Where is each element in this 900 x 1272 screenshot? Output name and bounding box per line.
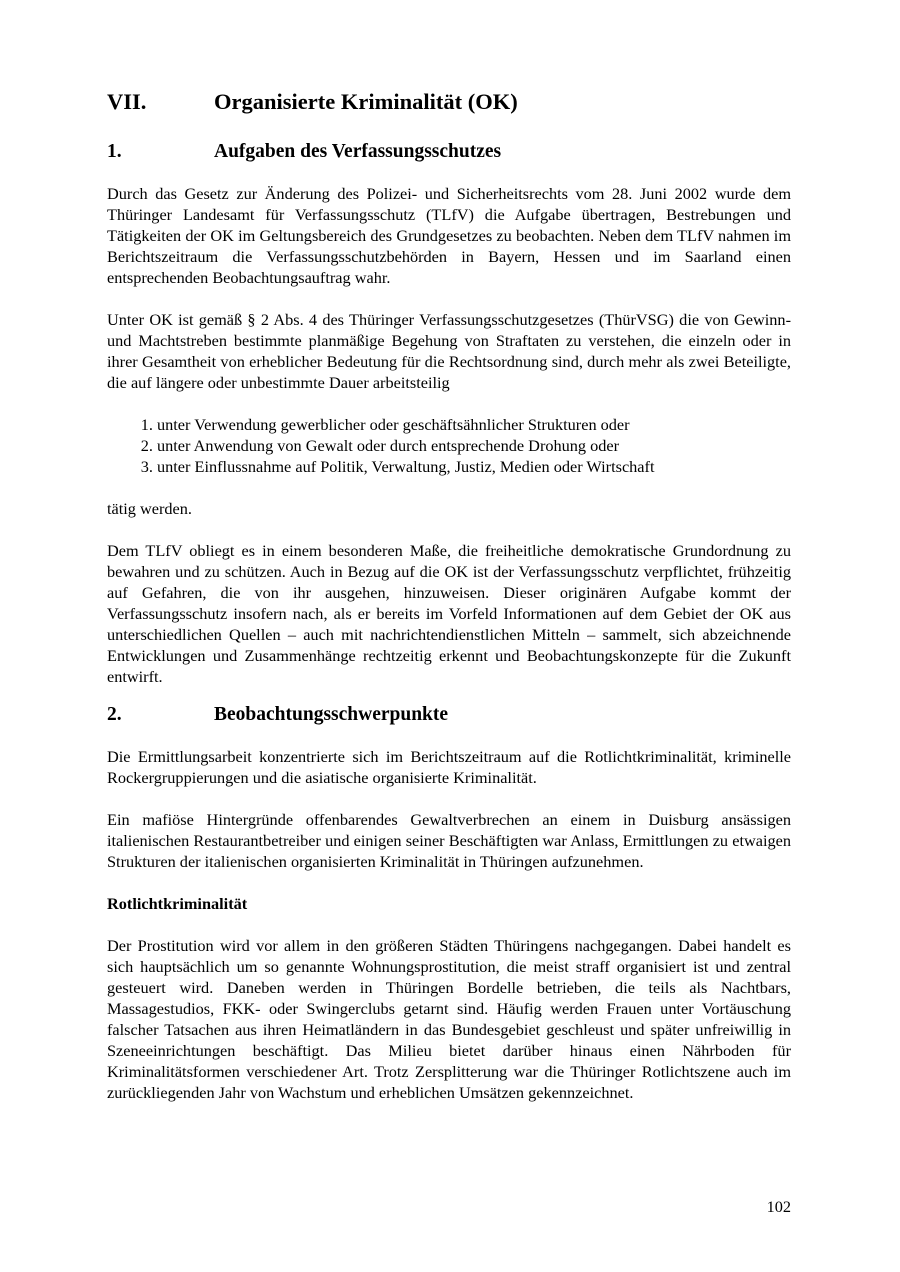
section-2-heading xyxy=(107,701,791,729)
section-2-title: Beobachtungsschwerpunkte xyxy=(214,704,449,725)
section-2-number: 2. xyxy=(107,704,122,725)
page-number: 102 xyxy=(766,1197,791,1216)
section-1-number: 1. xyxy=(107,141,122,162)
criteria-list xyxy=(107,414,791,477)
section-1-paragraph-4: Dem TLfV obliegt es in einem besonderen Maße, die freiheitliche demokratische Grundordnung zu bewahren und zu schützen. Auch in Bezug auf die OK ist der Verfassungsschutz verpflichtet, frühzeitig auf Gefahren, die von ihr ausgehen, hinzuweisen. Dieser originären Aufgabe kommt der Verfassungsschutz insofern nach, als er bereits im Vorfeld Informationen auf dem Gebiet der OK aus unterschiedlichen Quellen – auch mit nachrichtendienstlichen Mitteln – sammelt, sich abzeichnende Entwicklungen und Zusammenhänge rechtzeitig erkennt und Beobachtungskonzepte für die Zukunft entwirft. xyxy=(107,541,791,686)
list-item: 3. unter Einflussnahme auf Politik, Verwaltung, Justiz, Medien oder Wirtschaft xyxy=(157,456,791,477)
list-item: 2. unter Anwendung von Gewalt oder durch entsprechende Drohung oder xyxy=(157,435,791,456)
section-1-paragraph-2: Unter OK ist gemäß § 2 Abs. 4 des Thüringer Verfassungsschutzgesetzes (ThürVSG) die von Gewinn- und Machtstreben bestimmte planmäßige Begehung von Straftaten zu verstehen, die einzeln oder in ihrer Gesamtheit von erheblicher Bedeutung für die Rechtsordnung sind, durch mehr als zwei Beteiligte, die auf längere oder unbestimmte Dauer arbeitsteilig xyxy=(107,310,791,392)
section-1-paragraph-3: tätig werden. xyxy=(107,499,192,518)
chapter-heading xyxy=(107,84,791,120)
document-page xyxy=(107,84,791,1103)
list-item: 1. unter Verwendung gewerblicher oder geschäftsähnlicher Strukturen oder xyxy=(157,414,791,435)
chapter-title: Organisierte Kriminalität (OK) xyxy=(214,89,518,114)
subheading-rotlicht: Rotlichtkriminalität xyxy=(107,894,248,913)
section-2-paragraph-2: Ein mafiöse Hintergründe offenbarendes Gewaltverbrechen an einem in Duisburg ansässigen italienischen Restaurantbetreiber und einigen seiner Beschäftigten war Anlass, Ermittlungen zu etwaigen Strukturen der italienischen organisierten Kriminalität in Thüringen aufzunehmen. xyxy=(107,810,791,871)
section-2-paragraph-1: Die Ermittlungsarbeit konzentrierte sich im Berichtszeitraum auf die Rotlichtkriminalität, kriminelle Rockergruppierungen und die asiatische organisierte Kriminalität. xyxy=(107,747,791,787)
section-1-paragraph-1: Durch das Gesetz zur Änderung des Polizei- und Sicherheitsrechts vom 28. Juni 2002 wurde dem Thüringer Landesamt für Verfassungsschutz (TLfV) die Aufgabe übertragen, Bestrebungen und Tätigkeiten der OK im Geltungsbereich des Grundgesetzes zu beobachten. Neben dem TLfV nahmen im Berichtszeitraum die Verfassungsschutzbehörden in Bayern, Hessen und im Saarland einen entsprechenden Beobachtungsauftrag wahr. xyxy=(107,184,791,287)
section-1-title: Aufgaben des Verfassungsschutzes xyxy=(214,141,502,162)
section-2-paragraph-3: Der Prostitution wird vor allem in den größeren Städten Thüringens nachgegangen. Dabei handelt es sich hauptsächlich um so genannte Wohnungsprostitution, die meist straff organisiert ist und zentral gesteuert wird. Daneben werden in Thüringen Bordelle betrieben, die teils als Nachtbars, Massagestudios, FKK- oder Swingerclubs getarnt sind. Häufig werden Frauen unter Vortäuschung falscher Tatsachen aus ihren Heimatländern in das Bundesgebiet geschleust und später unfreiwillig in Szeneeinrichtungen beschäftigt. Das Milieu bietet darüber hinaus einen Nährboden für Kriminalitätsformen verschiedener Art. Trotz Zersplitterung war die Thüringer Rotlichtszene auch im zurückliegenden Jahr von Wachstum und erheblichen Umsätzen gekennzeichnet. xyxy=(107,936,791,1102)
chapter-number: VII. xyxy=(107,89,147,114)
section-1-heading xyxy=(107,138,791,166)
